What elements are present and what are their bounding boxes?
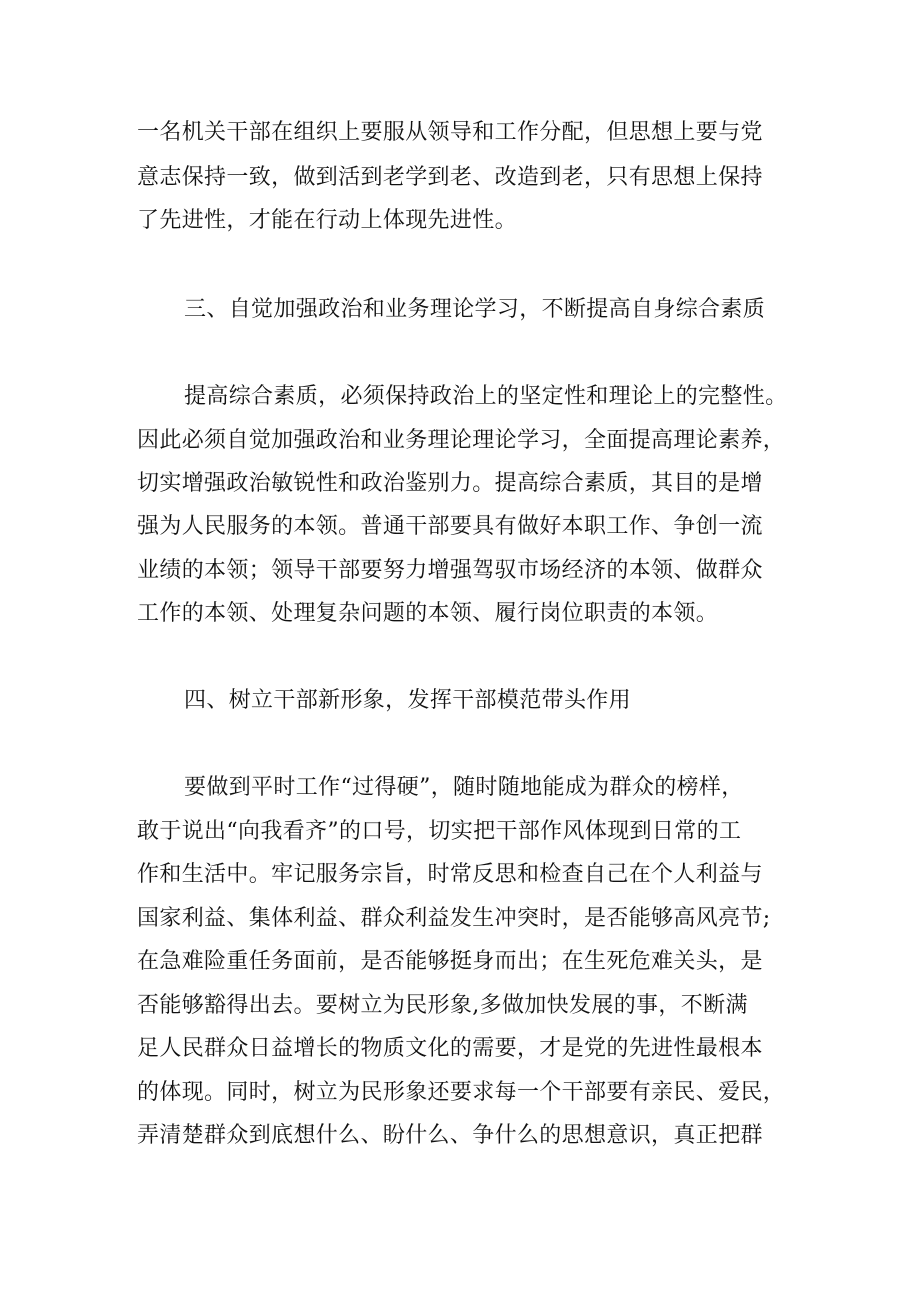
paragraph-2-line-5: 业绩的本领；领导干部要努力增强驾驭市场经济的本领、做群众 <box>137 558 763 583</box>
paragraph-2-line-2: 因此必须自觉加强政治和业务理论理论学习，全面提高理论素养， <box>137 428 786 453</box>
paragraph-3-line-1: 要做到平时工作“过得硬”，随时随地能成为群众的榜样， <box>184 775 744 800</box>
paragraph-3-line-8: 的体现。同时，树立为民形象还要求每一个干部要有亲民、爱民， <box>137 1080 786 1105</box>
paragraph-2-line-3: 切实增强政治敏锐性和政治鉴别力。提高综合素质，其目的是增 <box>137 471 763 496</box>
paragraph-3-line-6: 否能够豁得出去。要树立为民形象,多做加快发展的事，不断满 <box>137 993 748 1018</box>
paragraph-2-line-6: 工作的本领、处理复杂问题的本领、履行岗位职责的本领。 <box>137 601 719 626</box>
paragraph-3-line-7: 足人民群众日益增长的物质文化的需要，才是党的先进性最根本 <box>137 1036 763 1061</box>
paragraph-1-line-2: 意志保持一致，做到活到老学到老、改造到老，只有思想上保持 <box>137 165 763 190</box>
section-heading-3: 三、自觉加强政治和业务理论学习，不断提高自身综合素质 <box>184 297 766 322</box>
paragraph-1-line-3: 了先进性，才能在行动上体现先进性。 <box>137 208 517 233</box>
paragraph-3-line-5: 在急难险重任务面前，是否能够挺身而出；在生死危难关头，是 <box>137 949 763 974</box>
paragraph-3-line-3: 作和生活中。牢记服务宗旨，时常反思和检查自己在个人利益与 <box>137 862 763 887</box>
paragraph-1-line-1: 一名机关干部在组织上要服从领导和工作分配，但思想上要与党 <box>137 120 763 145</box>
paragraph-2-line-1: 提高综合素质，必须保持政治上的坚定性和理论上的完整性。 <box>184 384 788 409</box>
paragraph-3-line-9: 弄清楚群众到底想什么、盼什么、争什么的思想意识，真正把群 <box>137 1123 763 1148</box>
paragraph-3-line-2: 敢于说出“向我看齐”的口号，切实把干部作风体现到日常的工 <box>137 819 742 844</box>
paragraph-3-line-4: 国家利益、集体利益、群众利益发生冲突时，是否能够高风亮节; <box>137 906 771 931</box>
section-heading-4: 四、树立干部新形象，发挥干部模范带头作用 <box>184 688 632 713</box>
paragraph-2-line-4: 强为人民服务的本领。普通干部要具有做好本职工作、争创一流 <box>137 514 763 539</box>
